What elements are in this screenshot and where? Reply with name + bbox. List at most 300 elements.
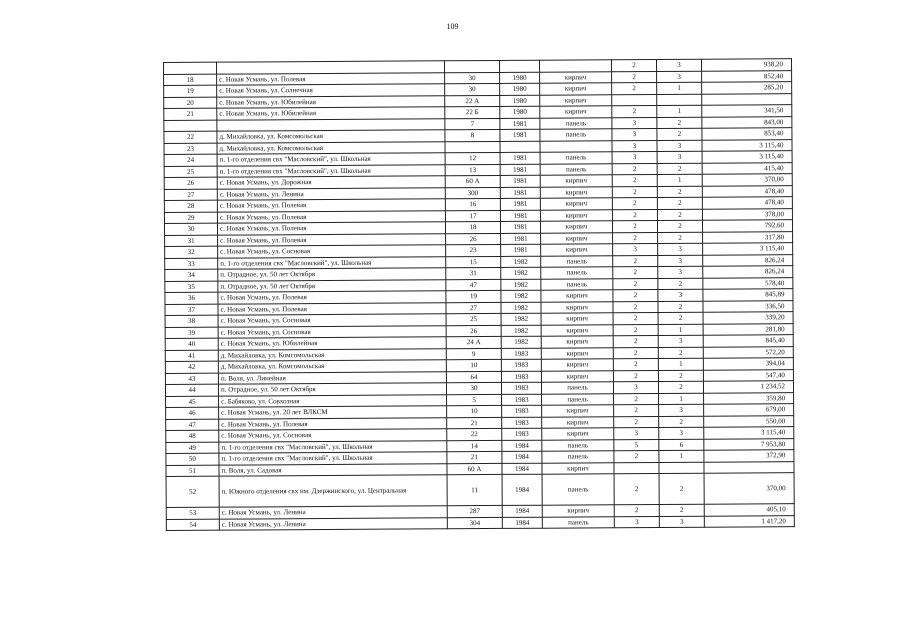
floors-cell: 3: [614, 427, 659, 439]
material-cell: панель: [540, 163, 612, 175]
entrances-cell: 2: [659, 416, 704, 428]
floors-cell: 2: [612, 209, 657, 221]
address-cell: п. 1-го отделения свх "Масловский", ул. Школьная: [217, 153, 445, 166]
area-cell: 285,20: [702, 82, 792, 94]
house-number-cell: 16: [445, 198, 500, 210]
house-number-cell: 25: [446, 313, 501, 325]
address-cell: с. Новая Усмань, ул. Полевая: [219, 417, 447, 430]
entrances-cell: 3: [659, 516, 704, 528]
material-cell: панель: [542, 393, 614, 405]
address-cell: с. Новая Усмань, ул. Полевая: [217, 72, 445, 85]
area-cell: 826,24: [703, 266, 793, 278]
house-number-cell: 304: [447, 517, 502, 529]
house-number-cell: 26: [446, 233, 501, 245]
house-number-cell: 12: [445, 152, 500, 164]
year-cell: 1981: [501, 233, 541, 245]
area-cell: 394,04: [703, 358, 793, 370]
floors-cell: [612, 94, 657, 106]
floors-cell: 2: [613, 232, 658, 244]
area-cell: 378,00: [702, 208, 792, 220]
area-cell: 370,00: [704, 473, 794, 505]
row-number-cell: 53: [166, 507, 219, 519]
row-number-cell: 23: [164, 143, 217, 155]
row-number-cell: 25: [164, 166, 217, 178]
house-number-cell: 22 Б: [445, 106, 500, 118]
entrances-cell: 2: [657, 128, 702, 140]
address-cell: с. Новая Усмань, ул. Сосновая: [218, 245, 446, 258]
material-cell: панель: [541, 255, 613, 267]
material-cell: кирпич: [541, 347, 613, 359]
material-cell: панель: [542, 439, 614, 451]
address-cell: с. Новая Усмань, ул. Юбилейная: [217, 107, 445, 120]
material-cell: кирпич: [541, 290, 613, 302]
row-number-cell: 43: [165, 373, 218, 385]
material-cell: [539, 60, 611, 72]
address-cell: с. Новая Усмань, ул. Дорожная: [217, 176, 445, 189]
house-number-cell: 7: [445, 118, 500, 130]
material-cell: кирпич: [540, 71, 612, 83]
address-cell: с. Новая Усмань, ул. Полевая: [217, 199, 445, 212]
year-cell: 1982: [501, 302, 541, 314]
year-cell: [499, 60, 539, 72]
house-number-cell: 287: [447, 505, 502, 517]
house-number-cell: 30: [445, 83, 500, 95]
entrances-cell: 2: [659, 473, 704, 504]
area-cell: 415,40: [702, 162, 792, 174]
material-cell: кирпич: [540, 209, 612, 221]
floors-cell: 2: [614, 450, 659, 462]
address-cell: п. 1-го отделения свх "Масловский", ул. Школьная: [217, 164, 445, 177]
table-row: [166, 473, 794, 508]
year-cell: 1983: [501, 382, 541, 394]
year-cell: 1982: [501, 336, 541, 348]
floors-cell: 2: [612, 82, 657, 94]
year-cell: 1980: [500, 83, 540, 95]
year-cell: 1984: [502, 463, 542, 475]
entrances-cell: 3: [658, 335, 703, 347]
row-number-cell: 31: [165, 235, 218, 247]
area-cell: 3 115,40: [702, 139, 792, 151]
year-cell: 1981: [500, 118, 540, 130]
area-cell: 578,40: [703, 277, 793, 289]
floors-cell: 2: [613, 358, 658, 370]
entrances-cell: 1: [658, 324, 703, 336]
entrances-cell: 3: [658, 255, 703, 267]
material-cell: кирпич: [540, 94, 612, 106]
row-number-cell: 35: [165, 281, 218, 293]
floors-cell: 2: [614, 504, 659, 516]
address-cell: п. Отрадное, ул. 50 лет Октября: [218, 383, 446, 396]
area-cell: 372,90: [704, 450, 794, 462]
house-number-cell: 300: [445, 187, 500, 199]
year-cell: 1982: [501, 313, 541, 325]
house-number-cell: 8: [445, 129, 500, 141]
entrances-cell: 2: [657, 197, 702, 209]
address-cell: с. Новая Усмань, ул. Полевая: [217, 210, 445, 223]
address-cell: д. Михайловка, ул. Комсомольская: [217, 141, 445, 154]
floors-cell: [614, 462, 659, 474]
address-cell: с. Новая Усмань, ул. Полевая: [218, 291, 446, 304]
floors-cell: 2: [612, 174, 657, 186]
floors-cell: 2: [612, 220, 657, 232]
area-cell: 317,80: [703, 231, 793, 243]
area-cell: 339,20: [703, 312, 793, 324]
floors-cell: 2: [612, 197, 657, 209]
house-number-cell: 14: [447, 440, 502, 452]
entrances-cell: 1: [659, 450, 704, 462]
address-cell: п. Южного отделения свх им. Дзержинского, ул. Центральная: [219, 475, 447, 507]
entrances-cell: 3: [658, 289, 703, 301]
material-cell: кирпич: [542, 462, 614, 474]
address-cell: п. Воля, ул. Линейная: [218, 371, 446, 384]
address-cell: д. Михайловка, ул. Комсомольская: [218, 360, 446, 373]
area-cell: 843,00: [702, 116, 792, 128]
year-cell: 1983: [502, 417, 542, 429]
material-cell: панель: [541, 267, 613, 279]
material-cell: панель: [540, 129, 612, 141]
house-number-cell: 22 А: [445, 95, 500, 107]
row-number-cell: 48: [166, 430, 219, 442]
row-number-cell: [164, 62, 217, 74]
material-cell: кирпич: [541, 324, 613, 336]
row-number-cell: 26: [164, 177, 217, 189]
material-cell: кирпич: [540, 221, 612, 233]
row-number-cell: 44: [165, 384, 218, 396]
floors-cell: 2: [613, 301, 658, 313]
area-cell: 550,00: [704, 415, 794, 427]
year-cell: 1981: [500, 198, 540, 210]
row-number-cell: 50: [166, 453, 219, 465]
area-cell: 679,00: [704, 404, 794, 416]
house-number-cell: 11: [447, 474, 502, 505]
entrances-cell: 3: [659, 404, 704, 416]
entrances-cell: 6: [659, 439, 704, 451]
house-number-cell: 10: [447, 405, 502, 417]
area-cell: 370,00: [702, 174, 792, 186]
material-cell: панель: [542, 451, 614, 463]
floors-cell: 2: [614, 404, 659, 416]
year-cell: 1983: [502, 428, 542, 440]
house-number-cell: 60 А: [445, 175, 500, 187]
house-number-cell: 30: [445, 72, 500, 84]
address-cell: с. Бабяково, ул. Совхозная: [219, 394, 447, 407]
year-cell: 1982: [501, 325, 541, 337]
floors-cell: 2: [613, 370, 658, 382]
address-cell: с. Новая Усмань, ул. Сосновая: [219, 429, 447, 442]
material-cell: кирпич: [542, 505, 614, 517]
area-cell: 3 115,40: [704, 427, 794, 439]
area-cell: 1 234,52: [703, 381, 793, 393]
floors-cell: 3: [614, 516, 659, 528]
year-cell: 1983: [502, 405, 542, 417]
material-cell: кирпич: [541, 301, 613, 313]
floors-cell: 2: [614, 473, 659, 504]
area-cell: 341,50: [702, 105, 792, 117]
entrances-cell: 2: [658, 301, 703, 313]
area-cell: 572,20: [703, 346, 793, 358]
address-cell: п. 1-го отделения свх "Масловский", ул. Школьная: [218, 256, 446, 269]
row-number-cell: 39: [165, 327, 218, 339]
house-number-cell: 21: [447, 451, 502, 463]
material-cell: кирпич: [541, 336, 613, 348]
house-number-cell: 60 А: [447, 463, 502, 475]
address-cell: с. Новая Усмань, ул. Сосновая: [218, 314, 446, 327]
entrances-cell: 1: [657, 105, 702, 117]
row-number-cell: 40: [165, 338, 218, 350]
address-cell: п. Отрадное, ул. 50 лет Октября: [218, 268, 446, 281]
row-number-cell: 22: [164, 131, 217, 143]
material-cell: панель: [540, 152, 612, 164]
entrances-cell: 3: [657, 140, 702, 152]
address-cell: с. Новая Усмань, ул. Ленина: [219, 506, 447, 519]
area-cell: 478,40: [702, 197, 792, 209]
row-number-cell: [164, 120, 217, 132]
house-number-cell: 17: [445, 210, 500, 222]
area-cell: 938,20: [701, 59, 791, 71]
house-number-cell: 13: [445, 164, 500, 176]
entrances-cell: 1: [658, 358, 703, 370]
material-cell: кирпич: [541, 313, 613, 325]
year-cell: 1982: [501, 279, 541, 291]
floors-cell: 2: [614, 393, 659, 405]
year-cell: 1980: [500, 72, 540, 84]
floors-cell: 2: [612, 105, 657, 117]
area-cell: 853,40: [702, 128, 792, 140]
area-cell: [704, 461, 794, 473]
material-cell: панель: [542, 474, 614, 505]
material-cell: кирпич: [541, 370, 613, 382]
entrances-cell: 3: [659, 427, 704, 439]
entrances-cell: 3: [658, 266, 703, 278]
house-number-cell: 47: [446, 279, 501, 291]
floors-cell: 3: [612, 140, 657, 152]
year-cell: 1984: [502, 505, 542, 517]
floors-cell: 2: [613, 266, 658, 278]
area-cell: 359,80: [704, 392, 794, 404]
row-number-cell: 47: [166, 419, 219, 431]
floors-cell: 2: [613, 347, 658, 359]
entrances-cell: 2: [657, 163, 702, 175]
material-cell: панель: [541, 382, 613, 394]
address-cell: п. 1-го отделения свх "Масловский", ул. Школьная: [219, 440, 447, 453]
floors-cell: 3: [613, 381, 658, 393]
house-number-cell: 26: [446, 325, 501, 337]
address-cell: п. 1-го отделения свх "Масловский", ул. Школьная: [219, 452, 447, 465]
row-number-cell: 21: [164, 108, 217, 120]
area-cell: 405,10: [704, 504, 794, 516]
floors-cell: 2: [612, 186, 657, 198]
entrances-cell: 2: [658, 381, 703, 393]
address-cell: п. Отрадное, ул. 50 лет Октября: [218, 279, 446, 292]
entrances-cell: 1: [657, 82, 702, 94]
row-number-cell: 27: [164, 189, 217, 201]
floors-cell: 2: [613, 312, 658, 324]
year-cell: 1983: [501, 359, 541, 371]
floors-cell: 3: [613, 243, 658, 255]
address-cell: д. Михайловка, ул. Комсомольская: [217, 130, 445, 143]
year-cell: 1981: [500, 210, 540, 222]
area-cell: 852,40: [702, 70, 792, 82]
entrances-cell: 2: [658, 370, 703, 382]
year-cell: 1981: [501, 244, 541, 256]
house-number-cell: 22: [447, 428, 502, 440]
house-number-cell: 24 А: [446, 336, 501, 348]
row-number-cell: 32: [165, 246, 218, 258]
year-cell: 1983: [501, 348, 541, 360]
row-number-cell: 19: [164, 85, 217, 97]
area-cell: 845,40: [703, 335, 793, 347]
floors-cell: 2: [611, 59, 656, 71]
floors-cell: 2: [613, 255, 658, 267]
row-number-cell: 34: [165, 269, 218, 281]
house-number-cell: 64: [446, 371, 501, 383]
material-cell: панель: [541, 278, 613, 290]
row-number-cell: 41: [165, 350, 218, 362]
table-row: [166, 515, 794, 530]
house-number-cell: [444, 60, 499, 72]
floors-cell: 2: [612, 71, 657, 83]
address-cell: с. Новая Усмань, ул. Солнечная: [217, 84, 445, 97]
entrances-cell: 2: [658, 312, 703, 324]
entrances-cell: 1: [657, 174, 702, 186]
house-number-cell: 15: [446, 256, 501, 268]
entrances-cell: 2: [658, 232, 703, 244]
table-body: [164, 59, 795, 531]
area-cell: 3 115,40: [702, 151, 792, 163]
house-number-cell: 31: [446, 267, 501, 279]
floors-cell: 2: [613, 335, 658, 347]
area-cell: 826,24: [703, 254, 793, 266]
area-cell: 7 953,80: [704, 438, 794, 450]
floors-cell: 2: [612, 163, 657, 175]
row-number-cell: 30: [164, 223, 217, 235]
area-cell: 478,40: [702, 185, 792, 197]
address-cell: с. Новая Усмань, ул. Юбилейная: [218, 337, 446, 350]
year-cell: 1982: [501, 256, 541, 268]
area-cell: 281,80: [703, 323, 793, 335]
material-cell: кирпич: [542, 416, 614, 428]
year-cell: 1984: [502, 474, 542, 505]
house-number-cell: 18: [445, 221, 500, 233]
entrances-cell: 1: [659, 393, 704, 405]
house-number-cell: 5: [447, 394, 502, 406]
year-cell: 1981: [500, 152, 540, 164]
floors-cell: 2: [614, 416, 659, 428]
area-cell: 792,60: [702, 220, 792, 232]
address-cell: с. Новая Усмань, ул. Ленина: [219, 517, 447, 530]
house-number-cell: 9: [446, 348, 501, 360]
address-cell: п. Воля, ул. Садовая: [219, 463, 447, 476]
house-number-cell: 10: [446, 359, 501, 371]
area-cell: 1 417,20: [704, 515, 794, 527]
row-number-cell: 20: [164, 97, 217, 109]
year-cell: 1980: [500, 95, 540, 107]
year-cell: 1984: [502, 517, 542, 529]
entrances-cell: 3: [657, 151, 702, 163]
area-cell: 3 115,40: [703, 243, 793, 255]
entrances-cell: 3: [658, 243, 703, 255]
material-cell: кирпич: [542, 428, 614, 440]
material-cell: панель: [542, 516, 614, 528]
entrances-cell: 2: [657, 220, 702, 232]
material-cell: кирпич: [540, 106, 612, 118]
floors-cell: 2: [613, 289, 658, 301]
row-number-cell: 49: [166, 442, 219, 454]
material-cell: [540, 140, 612, 152]
floors-cell: 2: [613, 324, 658, 336]
house-number-cell: 27: [446, 302, 501, 314]
address-cell: с. Новая Усмань, ул. Ленина: [217, 187, 445, 200]
year-cell: 1982: [501, 290, 541, 302]
entrances-cell: 2: [657, 117, 702, 129]
year-cell: 1981: [500, 221, 540, 233]
material-cell: кирпич: [540, 175, 612, 187]
floors-cell: 3: [612, 117, 657, 129]
year-cell: 1983: [502, 394, 542, 406]
floors-cell: 5: [614, 439, 659, 451]
material-cell: кирпич: [540, 186, 612, 198]
house-number-cell: 30: [446, 382, 501, 394]
material-cell: кирпич: [540, 83, 612, 95]
house-number-cell: 21: [447, 417, 502, 429]
year-cell: 1981: [500, 187, 540, 199]
area-cell: 845,89: [703, 289, 793, 301]
address-cell: с. Новая Усмань, ул. Полевая: [218, 233, 446, 246]
year-cell: 1982: [501, 267, 541, 279]
row-number-cell: 51: [166, 465, 219, 477]
house-number-cell: 19: [446, 290, 501, 302]
entrances-cell: 2: [658, 278, 703, 290]
material-cell: кирпич: [541, 244, 613, 256]
address-cell: д. Михайловка, ул. Комсомольская: [218, 348, 446, 361]
material-cell: кирпич: [540, 198, 612, 210]
row-number-cell: 24: [164, 154, 217, 166]
material-cell: кирпич: [541, 232, 613, 244]
address-cell: с. Новая Усмань, ул. Полевая: [217, 222, 445, 235]
material-cell: панель: [540, 117, 612, 129]
entrances-cell: 2: [657, 186, 702, 198]
row-number-cell: 33: [165, 258, 218, 270]
address-cell: с. Новая Усмань, ул. Сосновая: [218, 325, 446, 338]
row-number-cell: 18: [164, 74, 217, 86]
entrances-cell: 2: [658, 347, 703, 359]
entrances-cell: 3: [657, 71, 702, 83]
material-cell: кирпич: [542, 405, 614, 417]
year-cell: 1984: [502, 440, 542, 452]
row-number-cell: 36: [165, 292, 218, 304]
row-number-cell: 54: [166, 519, 219, 531]
year-cell: 1981: [500, 164, 540, 176]
row-number-cell: 28: [164, 200, 217, 212]
year-cell: [500, 141, 540, 153]
address-cell: с. Новая Усмань, ул. 20 лет ВЛКСМ: [219, 406, 447, 419]
row-number-cell: 45: [166, 396, 219, 408]
row-number-cell: 46: [166, 407, 219, 419]
row-number-cell: 52: [166, 476, 219, 507]
row-number-cell: 38: [165, 315, 218, 327]
row-number-cell: 37: [165, 304, 218, 316]
entrances-cell: 2: [657, 209, 702, 221]
material-cell: кирпич: [541, 359, 613, 371]
housing-table: [163, 58, 795, 531]
year-cell: 1981: [500, 129, 540, 141]
floors-cell: 3: [612, 151, 657, 163]
floors-cell: 2: [613, 278, 658, 290]
floors-cell: 3: [612, 128, 657, 140]
entrances-cell: [659, 462, 704, 474]
house-number-cell: [445, 141, 500, 153]
row-number-cell: 42: [165, 361, 218, 373]
